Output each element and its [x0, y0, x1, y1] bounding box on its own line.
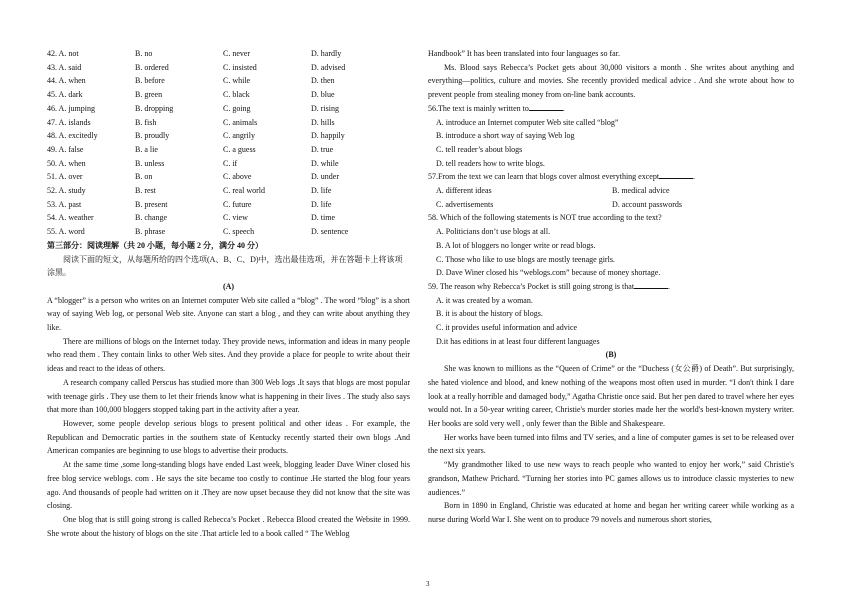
q59-choice-a: A. it was created by a woman. [436, 295, 533, 305]
cloze-option: B. a lie [135, 144, 158, 154]
cloze-option: 47. A. islands [47, 117, 91, 127]
cloze-option: C. real world [223, 186, 265, 196]
question-57-stem: 57.From the text we can learn that blogs cover almost everything except [428, 172, 660, 182]
q57-choice-c: C. advertisements [436, 199, 494, 209]
cloze-option-row [47, 74, 410, 88]
cloze-option: 53. A. past [47, 199, 82, 209]
q57-choice-b: B. medical advice [612, 186, 670, 196]
cloze-option: D. hardly [311, 49, 342, 58]
q57-choice-row [428, 184, 794, 198]
cloze-option: 43. A. said [47, 62, 82, 72]
q56-choice-d: D. tell readers how to write blogs. [436, 158, 545, 168]
q58-choice-c: C. Those who like to use blogs are mostly teenage girls. [436, 254, 615, 264]
cloze-option-row [47, 157, 410, 171]
passage-a-title: (A) [222, 281, 235, 291]
answer-blank [634, 280, 671, 291]
cloze-option: B. on [135, 172, 153, 182]
cloze-option: C. angrily [223, 131, 255, 141]
cloze-option: C. insisted [223, 62, 257, 72]
q59-choice-b: B. it is about the history of blogs. [436, 309, 543, 319]
passage-b-title: (B) [605, 350, 617, 360]
cloze-option: 46. A. jumping [47, 103, 96, 113]
q58-choice-b: B. A lot of bloggers no longer write or read blogs. [436, 240, 596, 250]
q56-choice-b: B. introduce a short way of saying Web log [436, 131, 575, 141]
cloze-option: D. life [311, 199, 332, 209]
cloze-option-row [47, 143, 410, 157]
cloze-option: B. unless [135, 158, 165, 168]
passage-a-paragraph-3: A research company called Perscus has studied more than 300 Web logs .It says that blogs are most popular with teenage girls . They use them to let their friends know what is happening in their lives . The study also says that more than 100,000 bloggers stopped taking part in the activity after a year. [47, 377, 410, 415]
cloze-option-row [47, 129, 410, 143]
cloze-option: 55. A. word [47, 227, 85, 237]
passage-b-paragraph-2: Her works have been turned into films and TV series, and a line of computer games is set to be released over the next six years. [428, 432, 794, 456]
cloze-option-row [47, 211, 410, 225]
answer-blank [659, 170, 696, 182]
passage-a-paragraph-5: At the same time ,some long-standing blogs have ended Last week, blogging leader Dave Winer closed his free blog service weblogs. com . He says the site became too costly to continue .He started the blog four years ago. And thousands of people had written on it .They are now upset because they did not know that the site was closing. [47, 460, 410, 511]
right-column [428, 47, 794, 527]
cloze-option: D. blue [311, 90, 335, 100]
cloze-option: C. view [223, 213, 248, 223]
cloze-option: B. green [135, 90, 163, 100]
page-number: 3 [426, 580, 430, 588]
cloze-option: 42. A. not [47, 49, 79, 58]
cloze-option: B. fish [135, 117, 157, 127]
cloze-option-row [47, 116, 410, 130]
cloze-option-row [47, 61, 410, 75]
q59-choice-c: C. it provides useful information and advice [436, 323, 578, 333]
cloze-option: D. time [311, 213, 335, 223]
cloze-option: D. under [311, 172, 339, 182]
cloze-option: C. black [223, 90, 250, 100]
cloze-option: C. animals [223, 117, 258, 127]
passage-b-paragraph-3: “My grandmother liked to use new ways to reach people who wanted to enjoy her work,” said Christie's grandson, Mathew Prichard. “Turning her stories into PC games allows us to introduce classic mysteries to new audiences.” [428, 460, 794, 497]
cloze-option: B. before [135, 76, 165, 86]
passage-a-paragraph-1: A “blogger” is a person who writes on an Internet computer Web site called a “blog” . The word “blog” is a short way of saying Web log, or personal Web site. Anyone can start a blog , and they can write about anything they like. [47, 295, 410, 333]
cloze-option: 51. A. over [47, 172, 83, 182]
cloze-option: 44. A. when [47, 76, 86, 86]
passage-a-paragraph-2: There are millions of blogs on the Internet today. They provide news, information and ideas in many people who read them . They contain links to other Web sites. And they provide a place for people to write about their ideas and react to the ideas of others. [47, 336, 410, 374]
cloze-option: D. happily [311, 131, 345, 141]
q58-choice-d: D. Dave Winer closed his “weblogs.com” because of money shortage. [436, 268, 661, 278]
cloze-option: D. while [311, 158, 339, 168]
passage-b-paragraph-1: She was known to millions as the “Queen of Crime” or the “Duchess (女公爵) of Death”. But surprisingly, she hated violence and blood, and knew nothing of the weapons most often used in murder. “I don't think I dare look at a really horrible and damaged body,” Agatha Christie once said. But her pen dared to travel where her eyes would not. In a 50-year writing career, Christie's murder stories made her the world's best-known mystery writer. Her books are sold very well , only fewer than the Bible and Shakespeare. [428, 364, 795, 428]
answer-blank [529, 102, 563, 111]
cloze-option-row [47, 102, 410, 116]
q58-choice-a: A. Politicians don’t use blogs at all. [436, 227, 551, 237]
section-heading: 第三部分：阅读理解（共 20 小题，每小题 2 分，满分 40 分） [47, 240, 263, 250]
cloze-option: D. rising [311, 103, 339, 113]
passage-a-continuation: Handbook” It has been translated into four languages so far. [428, 49, 620, 58]
cloze-option: D. then [311, 76, 335, 86]
cloze-option: C. speech [223, 227, 255, 237]
cloze-option: C. if [223, 158, 238, 168]
cloze-option-row [47, 170, 410, 184]
cloze-option: 49. A. false [47, 144, 84, 154]
cloze-option: B. present [135, 199, 168, 209]
question-56-punct: . [562, 103, 565, 113]
cloze-option: B. dropping [135, 103, 174, 113]
question-59-punct: . [668, 281, 671, 291]
cloze-option: C. going [223, 103, 251, 113]
cloze-option: C. future [223, 199, 252, 209]
q56-choice-a: A. introduce an Internet computer Web site called “blog” [436, 117, 619, 127]
cloze-option: B. change [135, 213, 167, 223]
cloze-option-row [47, 88, 410, 102]
cloze-option: B. ordered [135, 62, 169, 72]
question-57 [428, 170, 794, 184]
cloze-option: C. a guess [223, 144, 256, 154]
cloze-option: C. never [223, 49, 251, 58]
passage-b-paragraph-4: Born in 1890 in England, Christie was educated at home and began her writing career while working as a nurse during World War I. She went on to produce 79 novels and numerous short stories, [428, 501, 794, 524]
cloze-option-row [47, 47, 410, 61]
q59-choice-d: D.it has editions in at least four different languages [436, 336, 600, 346]
question-56 [428, 102, 794, 116]
cloze-option: C. above [223, 172, 252, 182]
cloze-option: 52. A. study [47, 186, 86, 196]
cloze-option: B. phrase [135, 227, 166, 237]
cloze-option: B. proudly [135, 131, 170, 141]
cloze-option: C. while [223, 76, 251, 86]
cloze-option: D. advised [311, 62, 346, 72]
q56-choice-c: C. tell reader’s about blogs [436, 144, 523, 154]
cloze-option: 54. A. weather [47, 213, 94, 223]
q57-choice-a: A. different ideas [436, 186, 492, 196]
cloze-option: D. true [311, 144, 334, 154]
passage-a-paragraph-4: However, some people develop serious blogs to present political and other ideas . For example, the Republican and Democratic parties in the southern state of Kentucky recently started their own blogs .And American companies are beginning to use blogs to advertise their products. [47, 418, 410, 456]
q57-choice-row [428, 198, 794, 212]
instructions: 阅读下面的短文，从每题所给的四个选项(A、B、C、D)中，选出最佳选项，并在答题卡上将该项涂黑。 [47, 254, 403, 278]
passage-a-paragraph-6: One blog that is still going strong is called Rebecca’s Pocket . Rebecca Blood created the Website in 1999. She wrote about the history of blogs on the site .That article led to a book called “ The Weblog [47, 514, 410, 538]
cloze-option: D. life [311, 186, 332, 196]
question-58: 58. Which of the following statements is NOT true according to the text? [428, 213, 662, 223]
cloze-option: D. sentence [311, 227, 349, 237]
cloze-option: 45. A. dark [47, 90, 83, 100]
question-59-stem: 59. The reason why Rebecca’s Pocket is still going strong is that [428, 281, 635, 291]
cloze-option-row [47, 198, 410, 212]
cloze-option: B. no [135, 49, 153, 58]
question-59 [428, 280, 794, 294]
cloze-option: 48. A. excitedly [47, 131, 98, 141]
cloze-option-row [47, 225, 410, 239]
cloze-option: D. hills [311, 117, 335, 127]
question-57-punct: . [693, 172, 696, 182]
question-56-stem: 56.The text is mainly written to [428, 103, 529, 113]
q57-choice-d: D. account passwords [612, 199, 682, 209]
cloze-option: B. rest [135, 186, 156, 196]
cloze-option-row [47, 184, 410, 198]
passage-a-paragraph-7: Ms. Blood says Rebecca’s Pocket gets about 30,000 visitors a month . She writes about anything and everything—politics, culture and movies. She recently provided medical advice . And she wrote about how to prevent people from stealing money from on-line bank accounts. [428, 62, 794, 100]
cloze-options-list [47, 47, 410, 239]
left-column [47, 47, 410, 540]
cloze-option: 50. A. when [47, 158, 86, 168]
